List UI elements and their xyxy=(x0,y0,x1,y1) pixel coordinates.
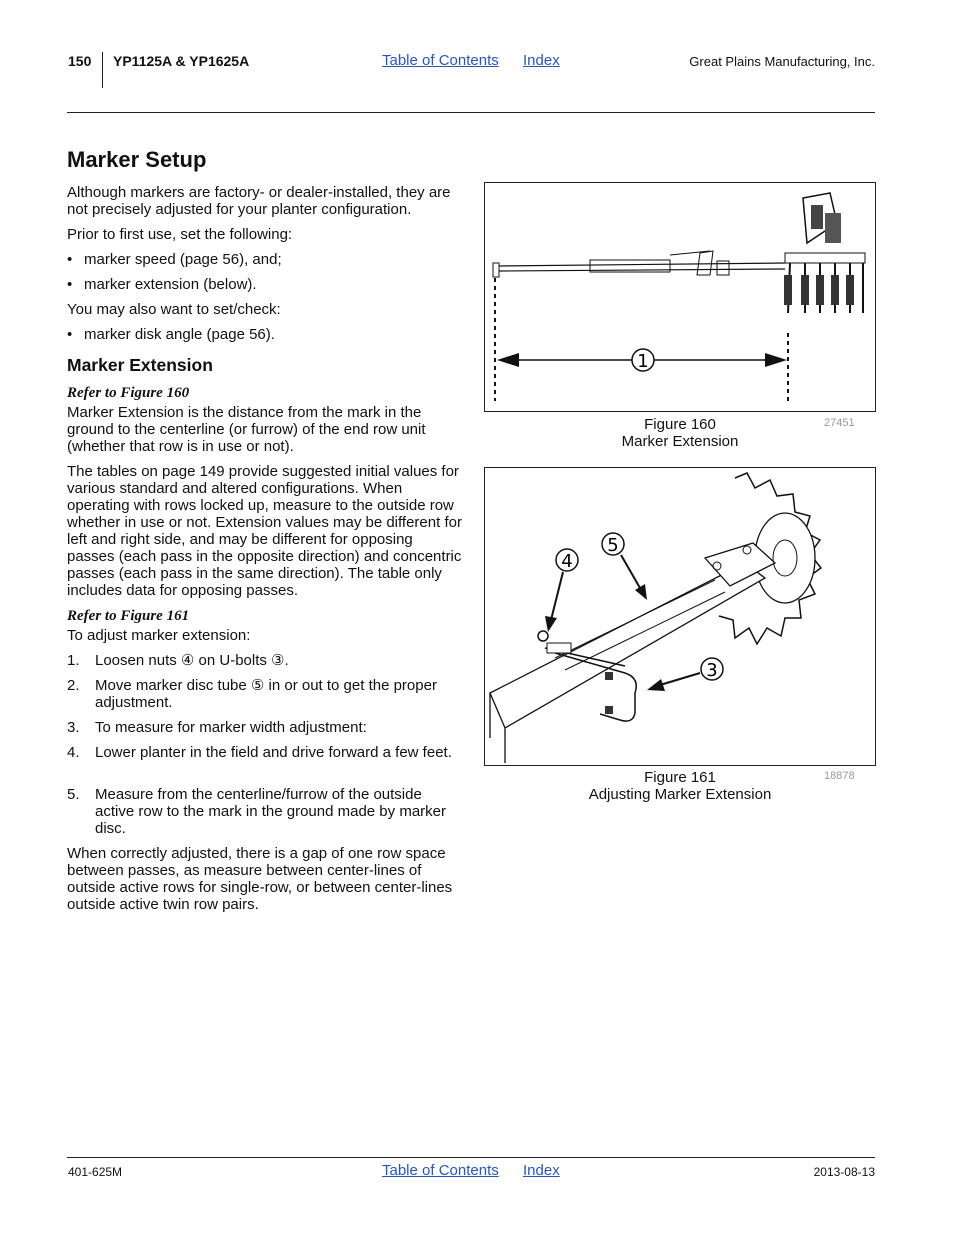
bullet-text: marker speed (page 56), and; xyxy=(84,251,282,268)
header-rule xyxy=(67,112,875,113)
page-number: 150 xyxy=(68,53,92,69)
figure-reference: Refer to Figure 161 xyxy=(67,608,190,624)
bullet-text: marker disk angle (page 56). xyxy=(84,326,275,343)
callout-1: 1 xyxy=(637,351,649,372)
step-text: Lower planter in the field and drive forward a few feet. xyxy=(95,744,452,761)
index-link-header[interactable]: Index xyxy=(523,52,560,69)
figure-reference: Refer to Figure 160 xyxy=(67,385,190,401)
figure-160-caption: Marker Extension xyxy=(621,433,739,450)
prior-text: Prior to first use, set the following: xyxy=(67,226,293,243)
adjusting-marker-illustration xyxy=(485,468,875,765)
company-name: Great Plains Manufacturing, Inc. xyxy=(689,54,875,69)
figure-160-image xyxy=(484,182,876,412)
extension-definition: Marker Extension is the distance from the mark in the ground to the centerline (or furrow) of the end row unit (whether that row is in use or not). xyxy=(67,404,426,455)
step-text: To measure for marker width adjustment: xyxy=(95,719,367,736)
bullet-text: marker extension (below). xyxy=(84,276,257,293)
footer-rule xyxy=(67,1157,875,1158)
tables-paragraph: The tables on page 149 provide suggested initial values for various standard and altered configurations. When operating with rows locked up, measure to the outside row whether in use or not. Extension values may be different for left and right side, and may be different for opposing passes (each pass in the opposite direction) and concentric passes (each pass in the same direction). The table only includes data for opposing passes. xyxy=(67,463,462,599)
intro-paragraph xyxy=(67,184,462,218)
callout-4: 4 xyxy=(561,551,573,572)
intro-text: Although markers are factory- or dealer-installed, they are not precisely adjusted for your planter configuration. xyxy=(67,184,451,218)
toc-link-header[interactable]: Table of Contents xyxy=(382,52,499,69)
adjust-intro: To adjust marker extension: xyxy=(67,627,251,644)
figure-160-label: Figure 160 xyxy=(644,416,716,433)
also-paragraph xyxy=(67,301,462,318)
section-title: Marker Setup xyxy=(67,147,207,172)
callout-3: 3 xyxy=(706,660,718,681)
doc-number: 401-625M xyxy=(68,1165,123,1179)
toc-link-footer[interactable]: Table of Contents xyxy=(382,1162,499,1179)
index-link-footer[interactable]: Index xyxy=(523,1162,560,1179)
subsection-title: Marker Extension xyxy=(67,355,213,375)
step-text: Move marker disc tube ⑤ in or out to get the proper adjustment. xyxy=(95,677,437,711)
figure-160-number: 27451 xyxy=(824,417,855,429)
callout-5: 5 xyxy=(607,535,619,556)
marker-extension-illustration xyxy=(485,183,875,411)
figure-161-number: 18878 xyxy=(824,770,855,782)
closing-paragraph: When correctly adjusted, there is a gap of one row space between passes, as measure between center-lines of outside active rows for single-row, or between center-lines outside active twin row pairs. xyxy=(67,845,453,913)
header-divider xyxy=(102,52,103,88)
also-text: You may also want to set/check: xyxy=(67,301,281,318)
prior-paragraph xyxy=(67,226,462,243)
revision-date: 2013-08-13 xyxy=(813,1165,875,1179)
step-text: Measure from the centerline/furrow of the outside active row to the mark in the ground made by marker disc. xyxy=(95,786,446,837)
model-title: YP1125A & YP1625A xyxy=(113,53,250,69)
figure-161-label: Figure 161 xyxy=(644,769,716,786)
step-text: Loosen nuts ④ on U-bolts ③. xyxy=(95,652,289,669)
figure-161-image xyxy=(484,467,876,766)
figure-161-caption: Adjusting Marker Extension xyxy=(588,786,772,803)
